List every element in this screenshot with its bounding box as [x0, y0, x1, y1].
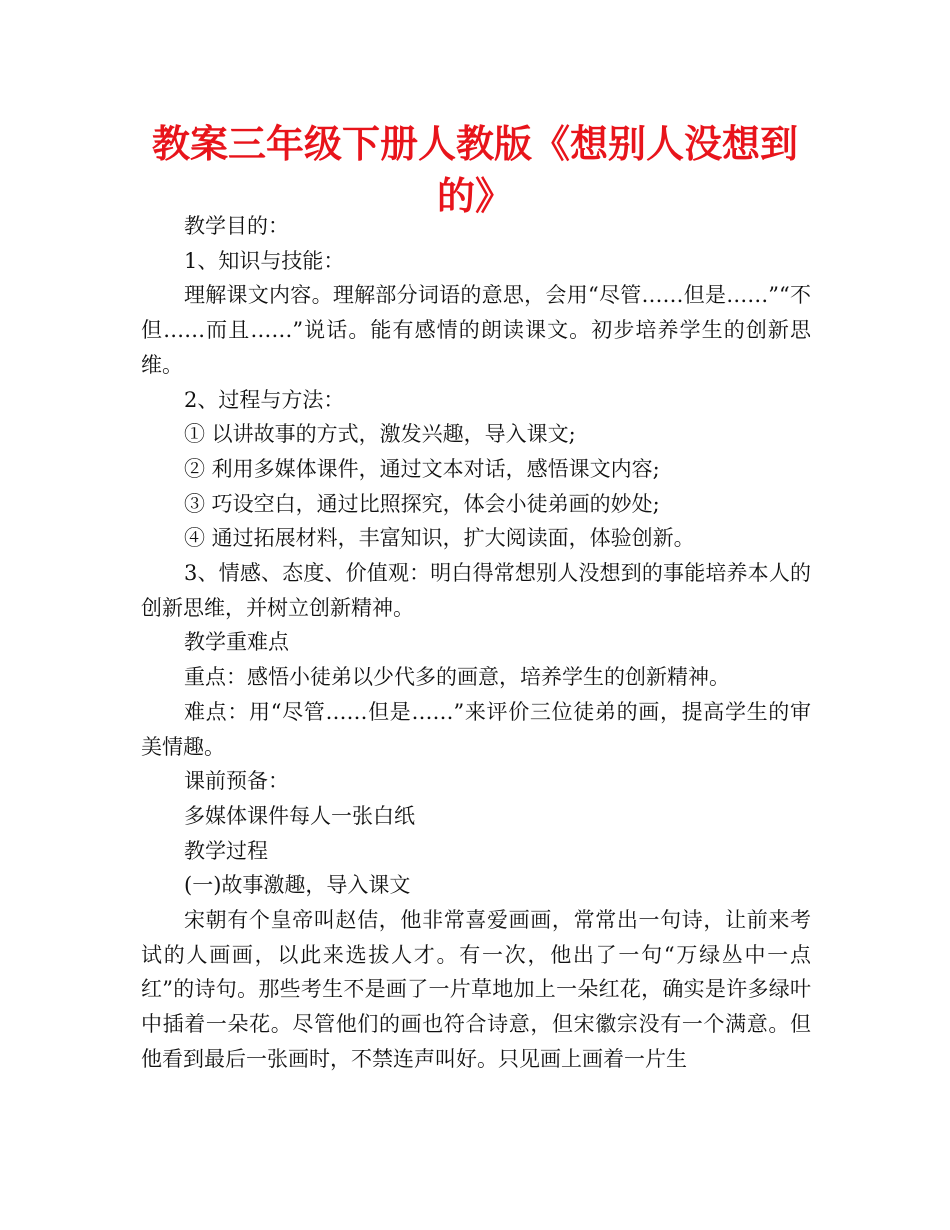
- document-title: 教案三年级下册人教版《想别人没想到的》: [151, 122, 798, 218]
- paragraph-teaching-goals-heading: 教学目的：: [184, 214, 289, 238]
- paragraph-method-2: ② 利用多媒体课件，通过文本对话，感悟课文内容;: [184, 456, 660, 481]
- paragraph-key-points-heading: 教学重难点: [184, 630, 289, 655]
- paragraph-method-4: ④ 通过拓展材料，丰富知识，扩大阅读面，体验创新。: [184, 526, 695, 551]
- paragraph-emotion-values: 3、情感、态度、价值观：明白得常想别人没想到的事能培养本人的创新思维，并树立创新精神。: [141, 561, 811, 620]
- paragraph-key-point: 重点：感悟小徒弟以少代多的画意，培养学生的创新精神。: [184, 665, 730, 690]
- paragraph-preparation-heading: 课前预备：: [184, 769, 289, 794]
- paragraph-story: 宋朝有个皇帝叫赵佶，他非常喜爱画画，常常出一句诗，让前来考试的人画画，以此来选拔人才。有一次，他出了一句“万绿丛中一点红”的诗句。那些考生不是画了一片草地加上一朵红花，确实是许多绿叶中插着一朵花。尽管他们的画也符合诗意，但宋徽宗没有一个满意。但他看到最后一张画时，不禁连声叫好。只见画上画着一片生: [141, 908, 811, 1071]
- paragraph-difficult-point: 难点：用“尽管……但是……”来评价三位徒弟的画，提高学生的审美情趣。: [141, 699, 811, 759]
- paragraph-knowledge-skills-content: 理解课文内容。理解部分词语的意思，会用“尽管……但是……”“不但……而且……”说话。能有感情的朗读课文。初步培养学生的创新思维。: [141, 283, 811, 377]
- paragraph-method-3: ③ 巧设空白，通过比照探究，体会小徒弟画的妙处;: [184, 491, 660, 516]
- paragraph-preparation-content: 多媒体课件每人一张白纸: [184, 803, 415, 828]
- document-body: [141, 209, 811, 1077]
- paragraph-teaching-process-heading: 教学过程: [184, 838, 268, 863]
- paragraph-process-methods-heading: 2、过程与方法：: [184, 387, 345, 412]
- paragraph-knowledge-skills-heading: 1、知识与技能：: [184, 248, 345, 273]
- paragraph-method-1: ① 以讲故事的方式，激发兴趣，导入课文;: [184, 422, 576, 447]
- paragraph-section-1-heading: (一)故事激趣，导入课文: [184, 873, 411, 898]
